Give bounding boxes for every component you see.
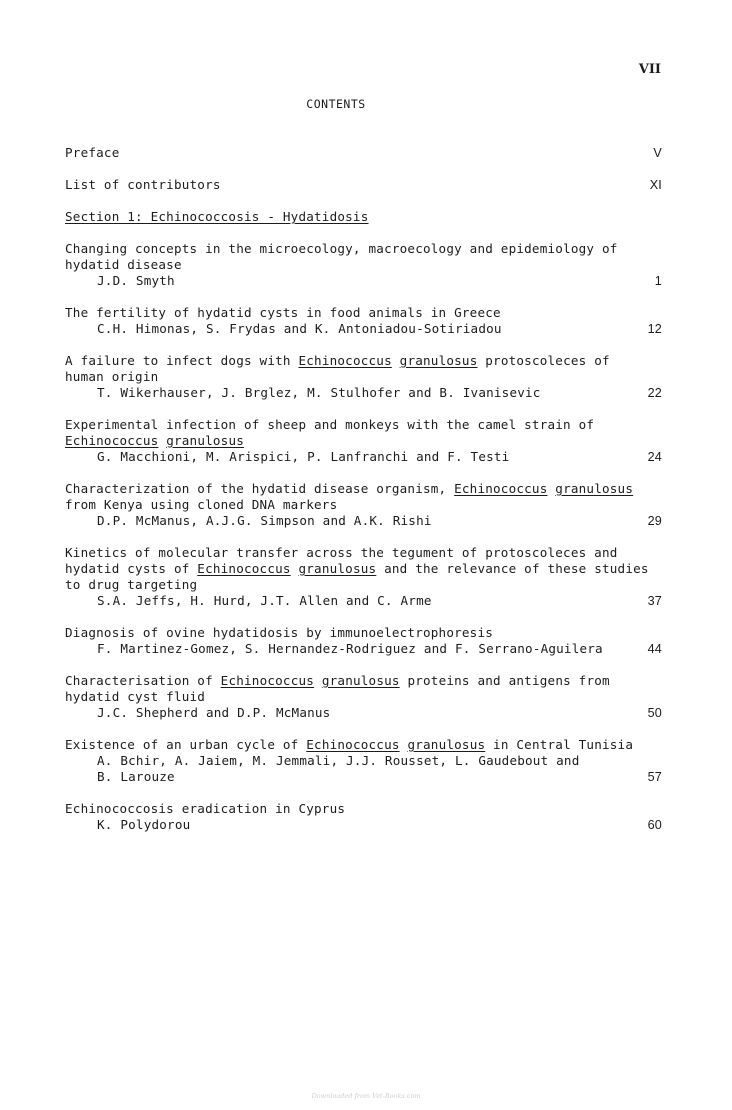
entry-title-cont: human origin <box>65 369 159 384</box>
entry-title: List of contributors <box>65 177 221 192</box>
title-text: hydatid cysts of <box>65 561 198 576</box>
entry-authors: A. Bchir, A. Jaiem, M. Jemmali, J.J. Rousset, L. Gaudebout and <box>97 753 580 768</box>
genus-name: Echinococcus <box>65 433 159 448</box>
toc-entry[interactable] <box>65 545 663 609</box>
species-name: granulosus <box>407 737 486 752</box>
entry-authors: S.A. Jeffs, H. Hurd, J.T. Allen and C. Arme <box>97 593 432 608</box>
title-text: Characterization of the hydatid disease organism, <box>65 481 455 496</box>
toc-entry[interactable] <box>65 353 663 401</box>
entry-authors: T. Wikerhauser, J. Brglez, M. Stulhofer and B. Ivanisevic <box>97 385 541 400</box>
entry-authors: J.C. Shepherd and D.P. McManus <box>97 705 331 720</box>
entry-authors: K. Polydorou <box>97 817 191 832</box>
toc-entry[interactable] <box>65 737 663 785</box>
species-name: granulosus <box>166 433 245 448</box>
entry-title: Preface <box>65 145 120 160</box>
entry-page: 24 <box>647 450 662 464</box>
title-text: Characterisation of <box>65 673 221 688</box>
genus-name: Echinococcus <box>454 481 548 496</box>
entry-title: Diagnosis of ovine hydatidosis by immunoelectrophoresis <box>65 625 494 640</box>
toc-entry[interactable] <box>65 481 663 529</box>
entry-page: 12 <box>647 322 662 336</box>
toc-entry[interactable] <box>65 625 663 657</box>
toc-entry[interactable] <box>65 801 663 833</box>
entry-page: 29 <box>647 514 662 528</box>
genus-name: Echinococcus <box>306 737 400 752</box>
contents-title: CONTENTS <box>306 97 366 111</box>
toc-entry[interactable] <box>65 305 663 337</box>
genus-name: Echinococcus <box>197 561 291 576</box>
section-heading <box>65 209 663 225</box>
entry-authors: G. Macchioni, M. Arispici, P. Lanfranchi and F. Testi <box>97 449 510 464</box>
entry-page: XI <box>649 178 662 192</box>
entry-title <box>65 737 663 753</box>
entry-title: The fertility of hydatid cysts in food animals in Greece <box>65 305 501 320</box>
entry-title-cont: hydatid cyst fluid <box>65 689 206 704</box>
entry-title: Experimental infection of sheep and monkeys with the camel strain of <box>65 417 595 432</box>
toc-entry[interactable] <box>65 673 663 721</box>
entry-title-cont <box>65 433 663 449</box>
species-name: granulosus <box>399 353 478 368</box>
title-text: A failure to infect dogs with <box>65 353 299 368</box>
toc-entry-preface[interactable] <box>65 145 663 161</box>
entry-title <box>65 673 663 689</box>
entry-title: Echinococcosis eradication in Cyprus <box>65 801 346 816</box>
genus-name: Echinococcus <box>298 353 392 368</box>
title-text: and the relevance of these studies <box>376 561 649 576</box>
entry-page: 22 <box>647 386 662 400</box>
entry-page: 44 <box>647 642 662 656</box>
title-text: Existence of an urban cycle of <box>65 737 307 752</box>
title-text: proteins and antigens from <box>399 673 610 688</box>
entry-authors: J.D. Smyth <box>97 273 175 288</box>
toc-entry[interactable] <box>65 417 663 465</box>
title-text: in Central Tunisia <box>485 737 634 752</box>
toc-entry[interactable] <box>65 241 663 289</box>
entry-title <box>65 481 663 497</box>
entry-authors: D.P. McManus, A.J.G. Simpson and A.K. Rishi <box>97 513 432 528</box>
title-text: protoscoleces of <box>477 353 610 368</box>
entry-page: 1 <box>654 274 662 288</box>
entry-page: V <box>653 146 662 160</box>
genus-name: Echinococcus <box>220 673 315 688</box>
entry-title-cont <box>65 561 663 577</box>
toc-entry-contributors[interactable] <box>65 177 663 193</box>
entry-page: 50 <box>647 706 662 720</box>
species-name: granulosus <box>555 481 634 496</box>
species-name: granulosus <box>321 673 400 688</box>
entry-title: Kinetics of molecular transfer across the tegument of protoscoleces and <box>65 545 618 560</box>
species-name: granulosus <box>298 561 377 576</box>
entry-title-cont: hydatid disease <box>65 257 182 272</box>
section-heading-text: Section 1: Echinococcosis - Hydatidosis <box>65 209 369 224</box>
entry-authors: C.H. Himonas, S. Frydas and K. Antoniadou-Sotiriadou <box>97 321 502 336</box>
entry-authors-cont: B. Larouze <box>97 769 175 784</box>
entry-authors: F. Martinez-Gomez, S. Hernandez-Rodriguez and F. Serrano-Aguilera <box>97 641 603 656</box>
download-watermark: Downloaded from Vet-Books.com <box>311 1092 421 1100</box>
entry-title: Changing concepts in the microecology, macroecology and epidemiology of <box>65 241 618 256</box>
page-number: VII <box>638 62 661 77</box>
entry-page: 37 <box>647 594 662 608</box>
entry-title-cont: from Kenya using cloned DNA markers <box>65 497 338 512</box>
entry-page: 57 <box>647 770 662 784</box>
entry-page: 60 <box>647 818 662 832</box>
entry-title-cont: to drug targeting <box>65 577 198 592</box>
entry-title <box>65 353 663 369</box>
table-of-contents <box>65 145 663 833</box>
